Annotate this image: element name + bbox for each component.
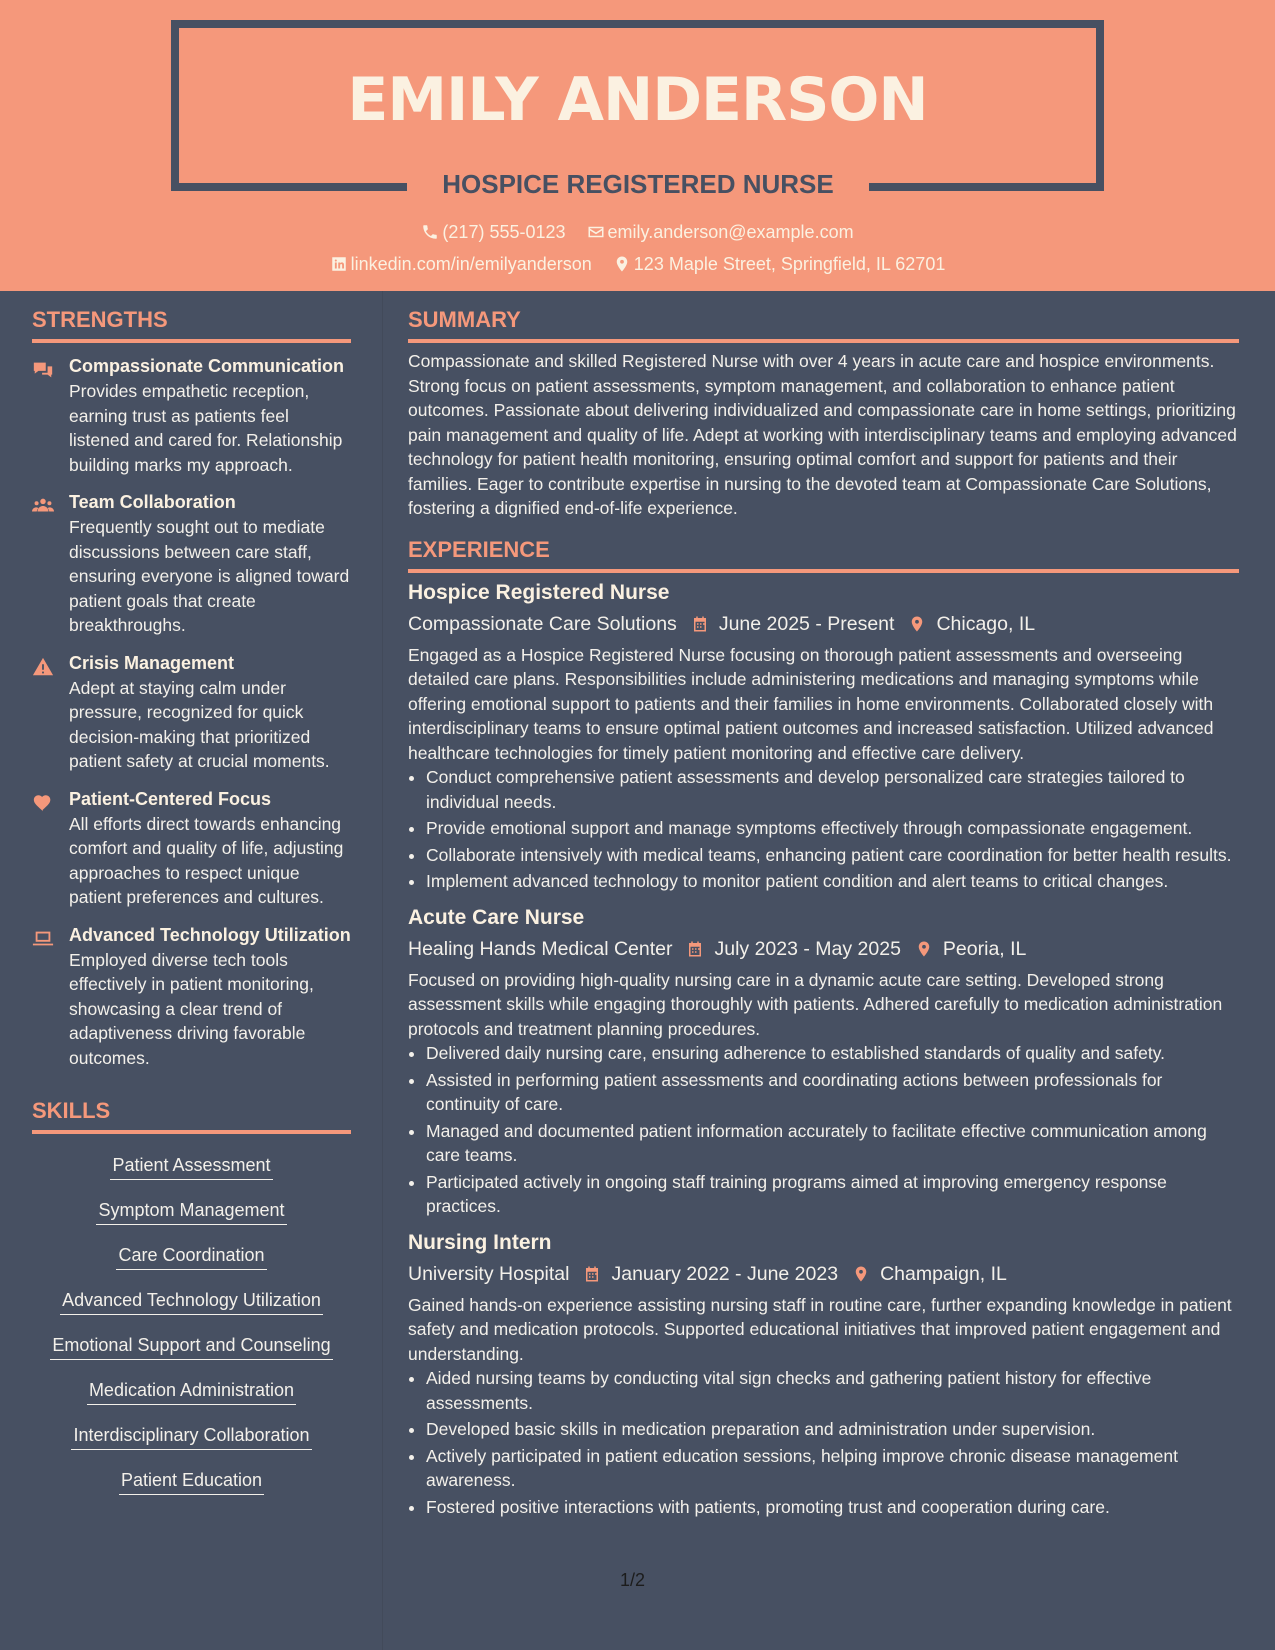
skill-item: Patient Assessment xyxy=(110,1152,272,1180)
strength-desc: Frequently sought out to mediate discussions between care staff, ensuring everyone is aligned toward patient goals that create breakthroughs. xyxy=(69,517,350,635)
job-entry xyxy=(408,577,1239,894)
job-company: University Hospital xyxy=(408,1262,570,1285)
skill-item: Care Coordination xyxy=(116,1242,266,1270)
job-bullets xyxy=(408,1041,1239,1219)
experience-list xyxy=(408,577,1239,1520)
phone-text: (217) 555-0123 xyxy=(442,222,566,242)
address-contact xyxy=(613,251,946,277)
comments-icon xyxy=(32,359,54,381)
map-pin-icon xyxy=(852,1264,870,1284)
candidate-name: EMILY ANDERSON xyxy=(347,65,928,135)
contact-row-1 xyxy=(0,219,1275,245)
envelope-icon xyxy=(587,223,605,241)
summary-heading: SUMMARY xyxy=(408,301,1239,343)
job-bullet: • Aided nursing teams by conducting vital sign checks and gathering patient history for effective assessments. xyxy=(426,1366,1239,1415)
page-number: 1/2 xyxy=(620,1570,646,1590)
job-bullet: • Delivered daily nursing care, ensuring adherence to established standards of quality and safety. xyxy=(426,1041,1239,1066)
strength-item xyxy=(32,650,351,774)
strength-title: Advanced Technology Utilization xyxy=(69,924,351,945)
strength-title: Patient-Centered Focus xyxy=(69,788,272,809)
strength-desc: All efforts direct towards enhancing comfort and quality of life, adjusting approaches to respect unique patient preferences and cultures. xyxy=(69,813,344,907)
strengths-heading: STRENGTHS xyxy=(32,301,351,343)
linkedin-text: linkedin.com/in/emilyanderson xyxy=(350,254,592,274)
job-meta xyxy=(408,1259,1239,1289)
linkedin-contact[interactable] xyxy=(330,251,592,277)
job-company: Compassionate Care Solutions xyxy=(408,612,677,635)
skill-item: Symptom Management xyxy=(96,1197,286,1225)
heart-icon xyxy=(32,792,54,814)
job-description: Engaged as a Hospice Registered Nurse focusing on thorough patient assessments and overseeing detailed care plans. Responsibilities include administering medications and managing symptoms while offering emotional support to patients and their families in home environments. Collaborated closely with interdisciplinary teams to ensure optimal patient outcomes and increased satisfaction. Utilized advanced healthcare technologies for timely patient monitoring and effective care delivery. xyxy=(408,644,1214,763)
linkedin-icon xyxy=(330,255,348,273)
job-description: Gained hands-on experience assisting nursing staff in routine care, further expanding knowledge in patient safety and medication protocols. Supported educational initiatives that improved patient engagement and understanding. xyxy=(408,1294,1232,1364)
map-pin-icon xyxy=(915,939,933,959)
job-role: Hospice Registered Nurse xyxy=(408,580,670,604)
skill-item: Interdisciplinary Collaboration xyxy=(71,1422,311,1450)
strength-item xyxy=(32,489,351,638)
strengths-list xyxy=(32,353,351,1070)
job-description: Focused on providing high-quality nursing care in a dynamic acute care setting. Developed strong assessment skills while engaging thoroughly with patients. Adhered carefully to medication administration protocols and treatment planning procedures. xyxy=(408,969,1223,1039)
email-text: emily.anderson@example.com xyxy=(607,222,854,242)
skill-item: Patient Education xyxy=(119,1467,264,1495)
job-dates: July 2023 - May 2025 xyxy=(714,937,901,960)
column-divider xyxy=(382,291,383,1650)
phone-icon xyxy=(421,223,439,241)
left-column xyxy=(32,301,351,1504)
job-bullet: • Developed basic skills in medication preparation and administration under supervision. xyxy=(426,1417,1239,1442)
job-dates: January 2022 - June 2023 xyxy=(611,1262,839,1285)
job-bullet: • Participated actively in ongoing staff training programs aimed at improving emergency response practices. xyxy=(426,1170,1239,1219)
frame-line-right xyxy=(869,183,1104,191)
job-location: Champaign, IL xyxy=(880,1262,1007,1285)
job-bullet: • Actively participated in patient education sessions, helping improve chronic disease management awareness. xyxy=(426,1444,1239,1493)
job-role: Nursing Intern xyxy=(408,1230,552,1254)
job-bullet: • Managed and documented patient information accurately to facilitate effective communication among care teams. xyxy=(426,1119,1239,1168)
calendar-icon xyxy=(686,939,704,959)
strength-title: Crisis Management xyxy=(69,652,235,673)
job-meta xyxy=(408,609,1239,639)
right-column xyxy=(408,301,1239,1521)
laptop-icon xyxy=(32,928,54,950)
job-bullet: • Provide emotional support and manage symptoms effectively through compassionate engagement. xyxy=(426,816,1239,841)
job-bullets xyxy=(408,765,1239,894)
calendar-icon xyxy=(691,614,709,634)
job-entry xyxy=(408,902,1239,1219)
strength-item xyxy=(32,786,351,910)
job-entry xyxy=(408,1227,1239,1520)
warning-icon xyxy=(32,656,54,678)
job-bullet: • Collaborate intensively with medical teams, enhancing patient care coordination for better health results. xyxy=(426,843,1239,868)
job-bullets xyxy=(408,1366,1239,1519)
job-location: Peoria, IL xyxy=(942,937,1027,960)
job-dates: June 2025 - Present xyxy=(718,612,895,635)
job-company: Healing Hands Medical Center xyxy=(408,937,673,960)
map-pin-icon xyxy=(613,255,631,273)
strength-desc: Provides empathetic reception, earning trust as patients feel listened and cared for. Relationship building marks my approach. xyxy=(69,381,343,475)
job-bullet: • Conduct comprehensive patient assessments and develop personalized care strategies tailored to individual needs. xyxy=(426,765,1239,814)
frame-line-left xyxy=(171,183,407,191)
strength-desc: Employed diverse tech tools effectively in patient monitoring, showcasing a clear trend of adaptiveness driving favorable outcomes. xyxy=(69,949,314,1068)
strength-item xyxy=(32,353,351,477)
address-text: 123 Maple Street, Springfield, IL 62701 xyxy=(633,254,946,274)
job-role: Acute Care Nurse xyxy=(408,905,585,929)
map-pin-icon xyxy=(908,614,926,634)
skills-list xyxy=(32,1144,351,1504)
experience-heading: EXPERIENCE xyxy=(408,531,1239,573)
phone-contact[interactable] xyxy=(421,219,565,245)
calendar-icon xyxy=(583,1264,601,1284)
skill-item: Emotional Support and Counseling xyxy=(50,1332,332,1360)
job-bullet: • Assisted in performing patient assessments and coordinating actions between professionals for continuity of care. xyxy=(426,1068,1239,1117)
strength-desc: Adept at staying calm under pressure, recognized for quick decision-making that prioritized patient safety at crucial moments. xyxy=(69,677,330,771)
skills-heading: SKILLS xyxy=(32,1092,351,1134)
job-bullet: • Fostered positive interactions with patients, promoting trust and cooperation during care. xyxy=(426,1495,1239,1520)
summary-text: Compassionate and skilled Registered Nurse with over 4 years in acute care and hospice environments. Strong focus on patient assessments, symptom management, and collaboration to enhance patient outcomes. Passionate about delivering individualized and compassionate care in home settings, prioritizing pain management and quality of life. Adept at working with interdisciplinary teams and employing advanced technology for patient health monitoring, ensuring optimal comfort and support for patients and their families. Eager to contribute expertise in nursing to the devoted team at Compassionate Care Solutions, fostering a dignified end-of-life experience. xyxy=(408,351,1237,518)
skill-item: Medication Administration xyxy=(87,1377,296,1405)
contact-row-2 xyxy=(0,251,1275,277)
job-meta xyxy=(408,934,1239,964)
strength-title: Compassionate Communication xyxy=(69,356,345,376)
email-contact[interactable] xyxy=(587,219,854,245)
strength-item xyxy=(32,922,351,1071)
job-location: Chicago, IL xyxy=(936,612,1036,635)
strength-title: Team Collaboration xyxy=(69,492,236,512)
skill-item: Advanced Technology Utilization xyxy=(60,1287,323,1315)
job-bullet: • Implement advanced technology to monitor patient condition and alert teams to critical changes. xyxy=(426,869,1239,894)
job-title: HOSPICE REGISTERED NURSE xyxy=(442,169,834,199)
users-icon xyxy=(32,495,54,517)
